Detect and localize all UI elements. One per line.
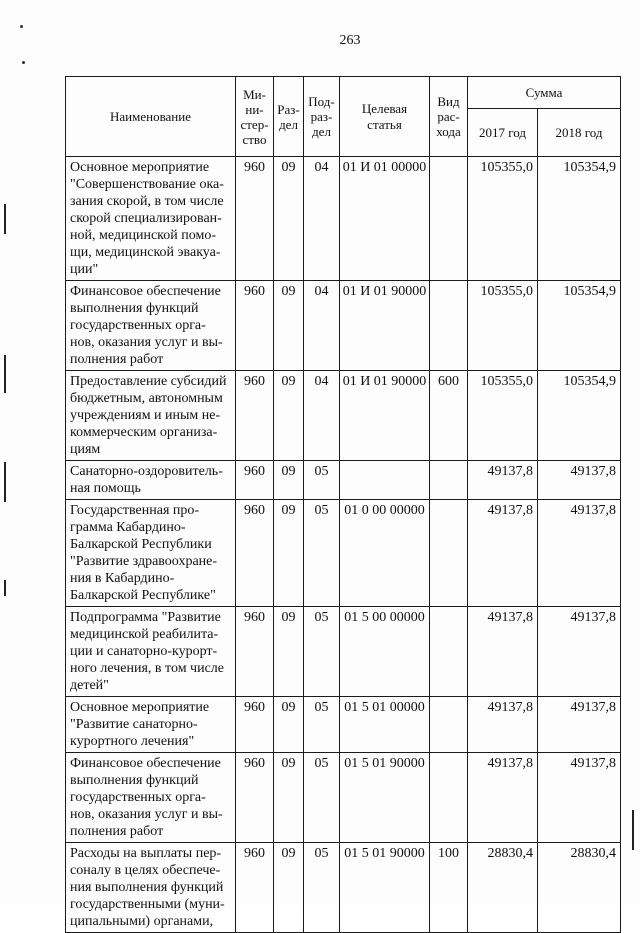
row-subsection: 05 <box>304 500 340 607</box>
row-sum-2018: 28830,4 <box>538 843 621 933</box>
row-ministry: 960 <box>236 461 274 500</box>
scan-edge-mark-3 <box>4 462 6 502</box>
row-subsection: 04 <box>304 157 340 281</box>
row-subsection: 05 <box>304 461 340 500</box>
row-ministry: 960 <box>236 843 274 933</box>
row-section: 09 <box>274 607 304 697</box>
row-ministry: 960 <box>236 607 274 697</box>
row-expense-type <box>430 461 468 500</box>
row-section: 09 <box>274 371 304 461</box>
row-target: 01 5 01 90000 <box>340 843 430 933</box>
row-sum-2018: 105354,9 <box>538 281 621 371</box>
table-row <box>66 281 621 371</box>
header-year-2018: 2018 год <box>538 109 621 157</box>
table-row <box>66 371 621 461</box>
row-section: 09 <box>274 500 304 607</box>
row-sum-2017: 49137,8 <box>468 500 538 607</box>
header-expense-type: Вид рас- хода <box>430 77 468 157</box>
row-sum-2017: 49137,8 <box>468 461 538 500</box>
row-target: 01 5 01 90000 <box>340 753 430 843</box>
table-row <box>66 157 621 281</box>
row-sum-2018: 49137,8 <box>538 697 621 753</box>
row-expense-type <box>430 607 468 697</box>
row-expense-type <box>430 500 468 607</box>
row-sum-2018: 49137,8 <box>538 753 621 843</box>
row-name: Государственная про- грамма Кабардино- Балкарской Республики "Развитие здравоохране- ния в Кабардино- Балкарской Республике" <box>66 500 236 607</box>
table-row <box>66 843 621 933</box>
table-row <box>66 607 621 697</box>
row-name: Подпрограмма "Развитие медицинской реабилита- ции и санаторно-курорт- ного лечения, в том числе детей" <box>66 607 236 697</box>
row-subsection: 05 <box>304 753 340 843</box>
header-section: Раз- дел <box>274 77 304 157</box>
row-expense-type <box>430 697 468 753</box>
row-sum-2017: 49137,8 <box>468 753 538 843</box>
row-section: 09 <box>274 843 304 933</box>
row-ministry: 960 <box>236 753 274 843</box>
row-expense-type <box>430 281 468 371</box>
row-target: 01 5 01 00000 <box>340 697 430 753</box>
scan-edge-mark-2 <box>4 355 6 393</box>
row-subsection: 05 <box>304 697 340 753</box>
page-number: 263 <box>339 33 361 48</box>
table-row <box>66 753 621 843</box>
row-target: 01 0 00 00000 <box>340 500 430 607</box>
row-sum-2017: 105355,0 <box>468 281 538 371</box>
budget-table <box>65 76 621 933</box>
row-sum-2017: 105355,0 <box>468 157 538 281</box>
table-row <box>66 461 621 500</box>
row-subsection: 05 <box>304 843 340 933</box>
row-name: Расходы на выплаты пер- соналу в целях обеспече- ния выполнения функций государственными (муни- ципальными) органами, <box>66 843 236 933</box>
header-target: Целевая статья <box>340 77 430 157</box>
row-sum-2017: 49137,8 <box>468 697 538 753</box>
row-sum-2017: 49137,8 <box>468 607 538 697</box>
row-name: Финансовое обеспечение выполнения функций государственных орга- нов, оказания услуг и вы- полнения работ <box>66 281 236 371</box>
table-row <box>66 697 621 753</box>
row-target <box>340 461 430 500</box>
scan-edge-mark-4 <box>4 580 6 596</box>
scan-edge-mark-1 <box>4 204 6 234</box>
row-sum-2018: 49137,8 <box>538 461 621 500</box>
row-expense-type: 600 <box>430 371 468 461</box>
scan-dot-top <box>20 25 23 28</box>
row-name: Финансовое обеспечение выполнения функций государственных орга- нов, оказания услуг и вы- полнения работ <box>66 753 236 843</box>
row-section: 09 <box>274 281 304 371</box>
row-section: 09 <box>274 753 304 843</box>
row-expense-type <box>430 157 468 281</box>
header-ministry: Ми- ни- стер- ство <box>236 77 274 157</box>
row-sum-2018: 49137,8 <box>538 607 621 697</box>
row-target: 01 И 01 90000 <box>340 371 430 461</box>
row-sum-2018: 105354,9 <box>538 371 621 461</box>
row-expense-type <box>430 753 468 843</box>
row-name: Санаторно-оздоровитель- ная помощь <box>66 461 236 500</box>
scan-edge-mark-5 <box>632 810 634 850</box>
row-target: 01 И 01 90000 <box>340 281 430 371</box>
row-expense-type: 100 <box>430 843 468 933</box>
scan-dot-upper <box>22 61 25 64</box>
row-ministry: 960 <box>236 697 274 753</box>
row-sum-2017: 28830,4 <box>468 843 538 933</box>
row-sum-2017: 105355,0 <box>468 371 538 461</box>
row-ministry: 960 <box>236 500 274 607</box>
row-target: 01 5 00 00000 <box>340 607 430 697</box>
row-sum-2018: 49137,8 <box>538 500 621 607</box>
header-sum: Сумма <box>468 77 621 109</box>
header-year-2017: 2017 год <box>468 109 538 157</box>
row-section: 09 <box>274 697 304 753</box>
header-subsection: Под- раз- дел <box>304 77 340 157</box>
row-sum-2018: 105354,9 <box>538 157 621 281</box>
row-ministry: 960 <box>236 371 274 461</box>
row-section: 09 <box>274 157 304 281</box>
header-name: Наименование <box>66 77 236 157</box>
row-subsection: 05 <box>304 607 340 697</box>
row-name: Основное мероприятие "Развитие санаторно- курортного лечения" <box>66 697 236 753</box>
table-body <box>66 157 621 933</box>
row-name: Основное мероприятие "Совершенствование ока- зания скорой, в том числе скорой специализирован- ной, медицинской помо- щи, медицинской эвакуа- ции" <box>66 157 236 281</box>
row-ministry: 960 <box>236 281 274 371</box>
row-ministry: 960 <box>236 157 274 281</box>
table-row <box>66 500 621 607</box>
row-subsection: 04 <box>304 281 340 371</box>
row-section: 09 <box>274 461 304 500</box>
row-name: Предоставление субсидий бюджетным, автономным учреждениям и иным не- коммерческим организа- циям <box>66 371 236 461</box>
row-subsection: 04 <box>304 371 340 461</box>
row-target: 01 И 01 00000 <box>340 157 430 281</box>
